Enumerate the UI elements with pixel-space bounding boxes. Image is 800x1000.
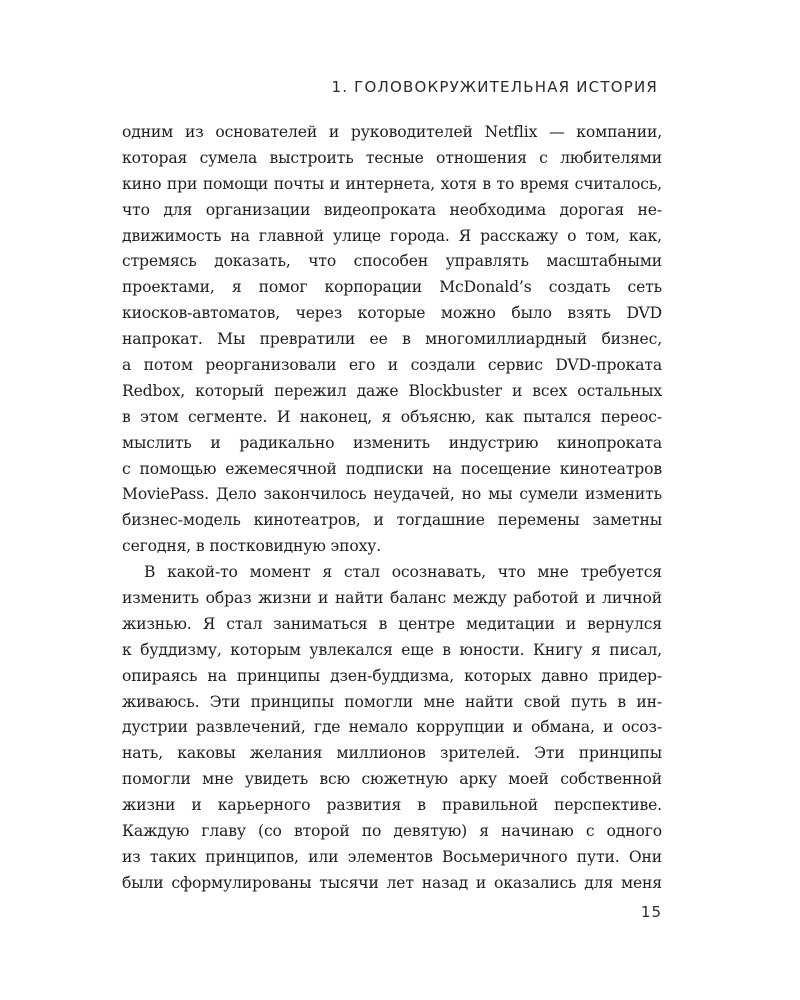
- text-line: В какой-то момент я стал осознавать, что мне требуется: [144, 563, 662, 582]
- body-text: [122, 120, 662, 897]
- text-line: изменить образ жизни и найти баланс между работой и личной: [122, 589, 662, 608]
- text-line: движимость на главной улице города. Я расскажу о том, как,: [122, 226, 662, 245]
- text-line: дустрии развлечений, где немало коррупции и обмана, и осоз-: [122, 718, 662, 737]
- text-line: бизнес-модель кинотеатров, и тогдашние перемены заметны: [122, 511, 662, 530]
- text-line: мыслить и радикально изменить индустрию кинопроката: [122, 433, 662, 452]
- text-line: киосков-автоматов, через которые можно было взять DVD: [122, 304, 662, 323]
- text-line: напрокат. Мы превратили ее в многомиллиардный бизнес,: [122, 330, 662, 349]
- text-line: с помощью ежемесячной подписки на посещение кинотеатров: [122, 459, 662, 478]
- text-line: жизнью. Я стал заниматься в центре медитации и вернулся: [122, 614, 662, 633]
- paragraph: [122, 560, 662, 897]
- text-line: MoviePass. Дело закончилось неудачей, но мы сумели изменить: [122, 485, 662, 504]
- text-line: в этом сегменте. И наконец, я объясню, как пытался переос-: [122, 407, 662, 426]
- text-line: жизни и карьерного развития в правильной перспективе.: [122, 796, 662, 815]
- text-line: были сформулированы тысячи лет назад и оказались для меня: [122, 873, 662, 892]
- text-line: стремясь доказать, что способен управлять масштабными: [122, 252, 662, 271]
- text-line: одним из основателей и руководителей Netflix — компании,: [122, 123, 662, 141]
- text-line: что для организации видеопроката необходима дорогая не-: [122, 200, 662, 219]
- text-line: проектами, я помог корпорации McDonald’s создать сеть: [122, 278, 662, 297]
- text-line: которая сумела выстроить тесные отношения с любителями: [122, 148, 662, 167]
- text-line: сегодня, в постковидную эпоху.: [122, 537, 382, 556]
- running-head: 1. ГОЛОВОКРУЖИТЕЛЬНАЯ ИСТОРИЯ: [331, 78, 658, 96]
- text-line: Redbox, который пережил даже Blockbuster и всех остальных: [122, 381, 662, 400]
- text-line: живаюсь. Эти принципы помогли мне найти свой путь в ин-: [122, 692, 662, 711]
- text-line: кино при помощи почты и интернета, хотя в то время считалось,: [122, 174, 662, 193]
- text-line: из таких принципов, или элементов Восьмеричного пути. Они: [122, 847, 662, 866]
- text-line: опираясь на принципы дзен-буддизма, которых давно придер-: [122, 666, 662, 685]
- text-line: к буддизму, которым увлекался еще в юности. Книгу я писал,: [122, 640, 662, 659]
- page-number: 15: [640, 903, 662, 921]
- text-line: помогли мне увидеть всю сюжетную арку моей собственной: [122, 770, 662, 789]
- paragraph: [122, 120, 662, 560]
- text-line: нать, каковы желания миллионов зрителей. Эти принципы: [122, 744, 662, 763]
- text-line: а потом реорганизовали его и создали сервис DVD-проката: [122, 356, 662, 375]
- text-line: Каждую главу (со второй по девятую) я начинаю с одного: [122, 822, 662, 841]
